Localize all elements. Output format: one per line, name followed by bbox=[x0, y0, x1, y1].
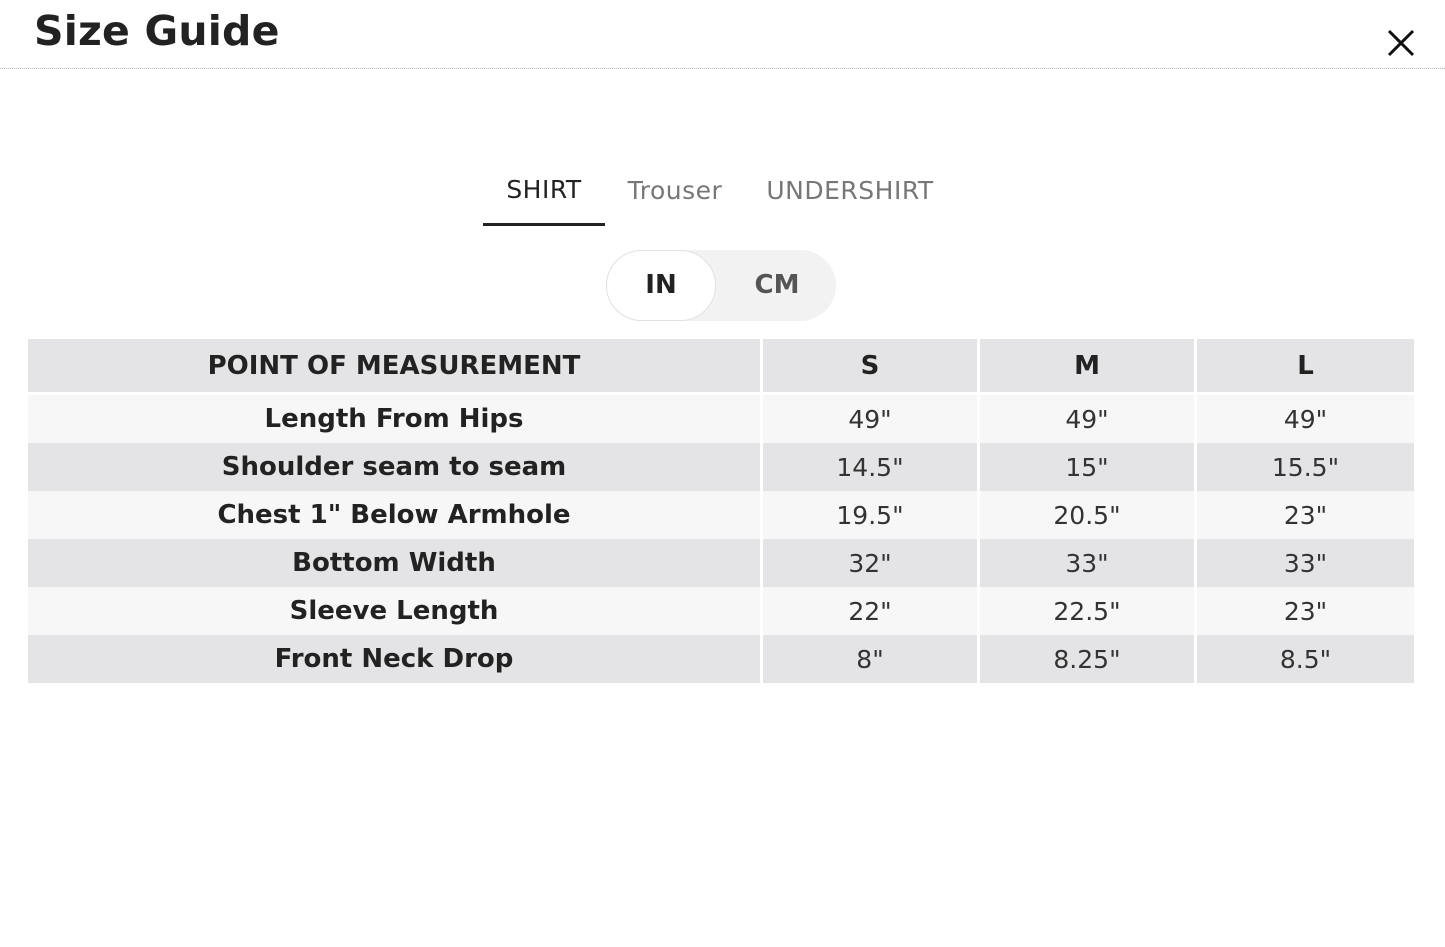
tab-shirt[interactable]: SHIRT bbox=[483, 168, 605, 226]
column-header-measurement: POINT OF MEASUREMENT bbox=[28, 339, 763, 395]
size-value: 49" bbox=[763, 395, 980, 443]
table-row bbox=[28, 539, 1414, 587]
size-value: 49" bbox=[1197, 395, 1414, 443]
unit-toggle bbox=[606, 250, 836, 321]
modal-title: Size Guide bbox=[34, 7, 280, 55]
table-row bbox=[28, 443, 1414, 491]
table-row bbox=[28, 635, 1414, 683]
size-value: 8.25" bbox=[980, 635, 1197, 683]
measurement-label: Chest 1" Below Armhole bbox=[28, 491, 763, 539]
size-value: 20.5" bbox=[980, 491, 1197, 539]
modal-header bbox=[0, 0, 1445, 69]
table-row bbox=[28, 491, 1414, 539]
unit-in-button[interactable]: IN bbox=[606, 250, 716, 321]
close-button[interactable] bbox=[1380, 22, 1422, 64]
unit-cm-button[interactable]: CM bbox=[754, 270, 800, 300]
table-row bbox=[28, 587, 1414, 635]
size-value: 22" bbox=[763, 587, 980, 635]
measurement-label: Shoulder seam to seam bbox=[28, 443, 763, 491]
size-value: 23" bbox=[1197, 587, 1414, 635]
size-value: 33" bbox=[1197, 539, 1414, 587]
size-value: 15" bbox=[980, 443, 1197, 491]
column-header-l: L bbox=[1197, 339, 1414, 395]
measurement-label: Sleeve Length bbox=[28, 587, 763, 635]
close-icon bbox=[1380, 22, 1422, 64]
size-value: 8.5" bbox=[1197, 635, 1414, 683]
tab-trouser[interactable]: Trouser bbox=[627, 176, 723, 205]
table-row bbox=[28, 395, 1414, 443]
size-value: 49" bbox=[980, 395, 1197, 443]
garment-tabs bbox=[483, 168, 955, 228]
table-header-row bbox=[28, 339, 1414, 395]
column-header-s: S bbox=[763, 339, 980, 395]
size-value: 19.5" bbox=[763, 491, 980, 539]
size-table bbox=[28, 339, 1414, 683]
size-value: 23" bbox=[1197, 491, 1414, 539]
size-value: 33" bbox=[980, 539, 1197, 587]
size-value: 22.5" bbox=[980, 587, 1197, 635]
size-value: 32" bbox=[763, 539, 980, 587]
measurement-label: Front Neck Drop bbox=[28, 635, 763, 683]
size-value: 14.5" bbox=[763, 443, 980, 491]
size-value: 8" bbox=[763, 635, 980, 683]
measurement-label: Bottom Width bbox=[28, 539, 763, 587]
tab-undershirt[interactable]: UNDERSHIRT bbox=[766, 176, 934, 205]
size-value: 15.5" bbox=[1197, 443, 1414, 491]
measurement-label: Length From Hips bbox=[28, 395, 763, 443]
column-header-m: M bbox=[980, 339, 1197, 395]
